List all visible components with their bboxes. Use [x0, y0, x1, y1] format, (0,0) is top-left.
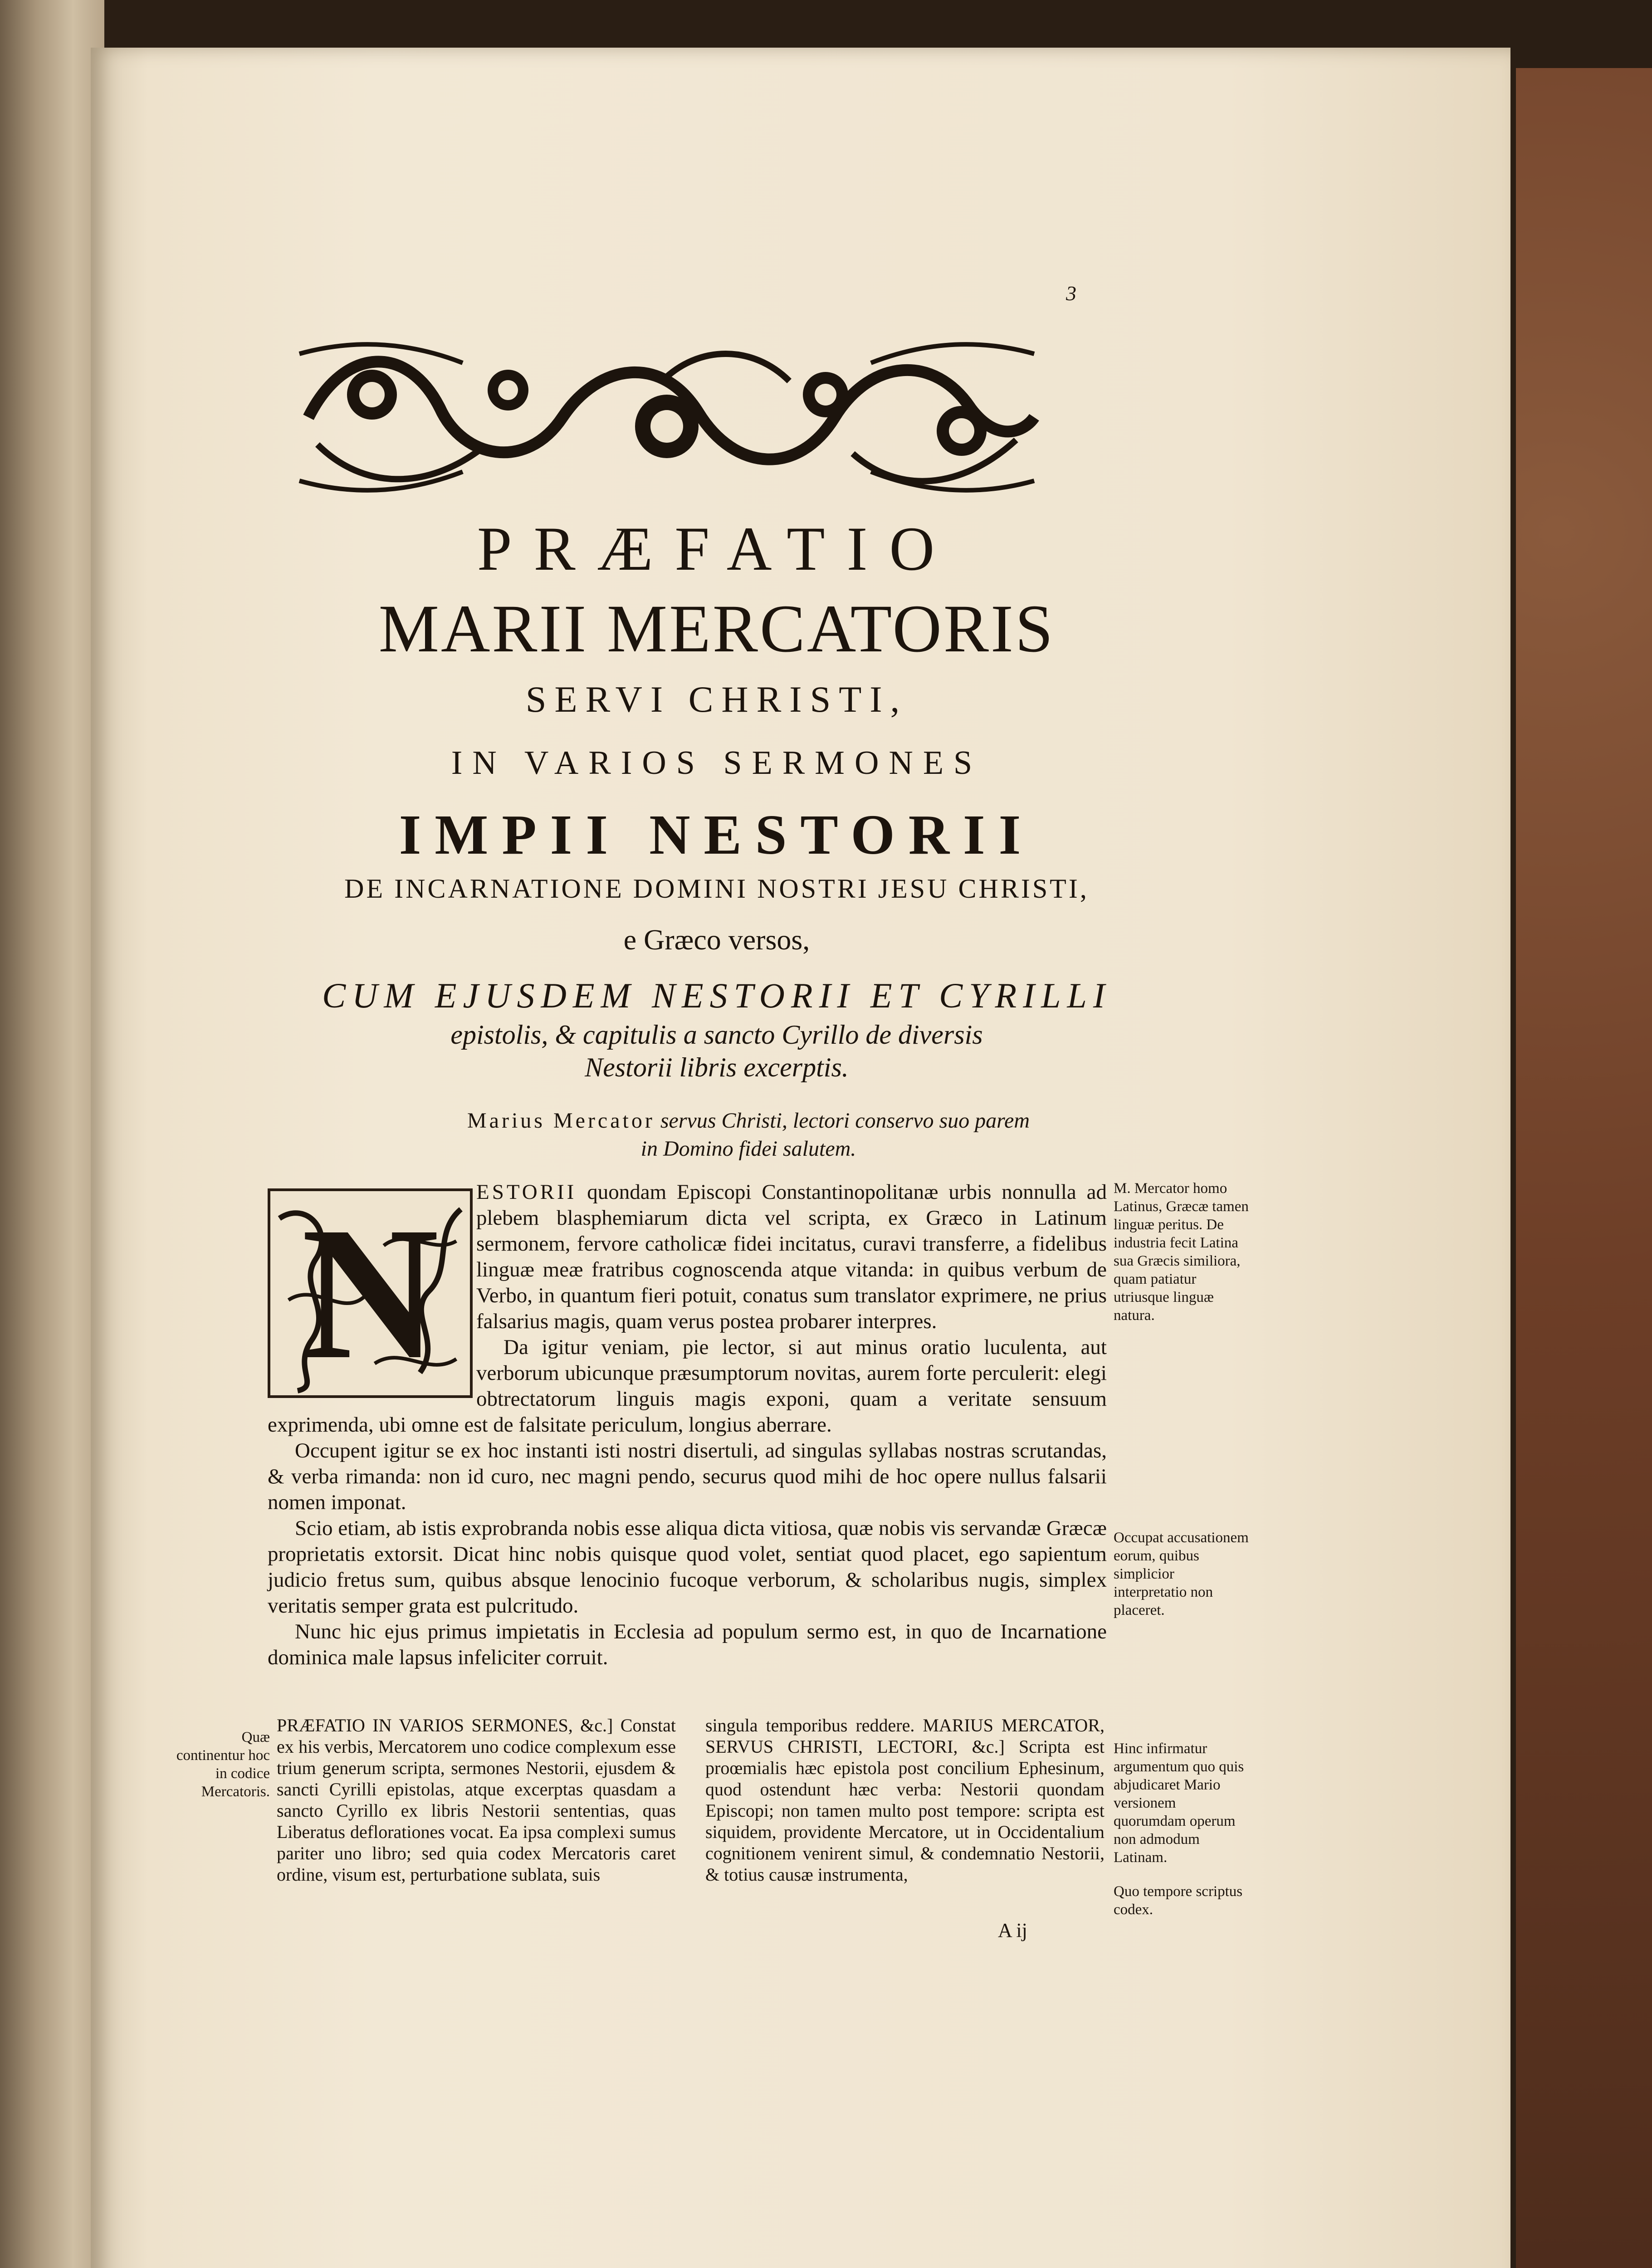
title-excerptis-line: Nestorii libris excerptis.: [585, 1052, 849, 1082]
commentary-right-column: [705, 1715, 1105, 1885]
paragraph-1-opening: ESTORII: [476, 1180, 577, 1204]
book-cover: [1516, 68, 1652, 2268]
signature-mark: A ij: [998, 1919, 1027, 1941]
salutation-text: servus Christi, lectori conservo suo parem: [660, 1109, 1030, 1133]
title-servi-christi: SERVI CHRISTI,: [525, 679, 908, 720]
margin-note-right-2: Occupat accusationem eorum, quibus simplicior interpretatio non placeret.: [1114, 1530, 1249, 1618]
salutation: [227, 1107, 1270, 1163]
title-impii-nestorii: IMPII NESTORII: [399, 804, 1035, 866]
title-praefatio: PRÆFATIO: [477, 514, 957, 583]
paragraph-2: Da igitur veniam, pie lector, si aut minus oratio luculenta, aut verborum ubicunque præsumptorum novitas, aurem forte perculerit: elegi obtrectatorum linguis magis exponi, quam a veritate sensuum exprimenda, ubi omne est de falsitate periculum, longius aberrare.: [268, 1335, 1107, 1437]
ornament-headpiece: [290, 327, 1043, 508]
margin-note-right-1: M. Mercator homo Latinus, Græcæ tamen linguæ peritus. De industria fecit Latina sua Græcis similiora, quam patiatur utriusque linguæ natura.: [1114, 1180, 1249, 1324]
commentary-right-text: singula temporibus reddere. MARIUS MERCATOR, SERVUS CHRISTI, LECTORI, &c.] Scripta est proœmialis hæc epistola post concilium Ephesinum, quod ostendunt hæc verba: Nestorii quondam Episcopi; non tamen multo post tempore: scripta est siquidem, providente Mercatore, ut in Occidentalium cognitionem venirent simul, & condemnatio Nestorii, & totius causæ instrumenta,: [705, 1715, 1105, 1885]
title-cum-ejusdem: CUM EJUSDEM NESTORII ET CYRILLI: [322, 976, 1111, 1015]
drop-cap-letter: N: [301, 1188, 439, 1398]
paragraph-3: Occupent igitur se ex hoc instanti isti nostri disertuli, ad singulas syllabas nostras scrutandas, & verba rimanda: non id curo, nec magni pendo, securus quod mihi de hoc opere nullus falsarii nomen imponat.: [268, 1439, 1107, 1514]
page-number: 3: [1066, 282, 1076, 305]
margin-note-left-1: Quæ continentur hoc in codice Mercatoris.: [176, 1729, 270, 1800]
commentary-left-text: PRÆFATIO IN VARIOS SERMONES, &c.] Constat ex his verbis, Mercatorem uno codice complexum esse trium generum scripta, sermones Nestorii, ejusdem & sancti Cyrilli epistolas, atque excerptas quasdam a sancto Cyrillo ex libris Nestorii sententias, quas Liberatus deflorationes vocat. Ea ipsa complexi sumus pariter uno libro; sed quia codex Mercatoris caret ordine, visum est, perturbatione sublata, suis: [277, 1715, 676, 1885]
drop-cap-spacer: [268, 1179, 476, 1398]
salutation-line2: in Domino fidei salutem.: [640, 1137, 856, 1161]
title-marii-mercatoris: MARII MERCATORIS: [378, 591, 1055, 666]
title-in-varios-sermones: IN VARIOS SERMONES: [451, 744, 982, 782]
paragraph-4: Scio etiam, ab istis exprobranda nobis esse aliqua dicta vitiosa, quæ nobis vis servandæ Græcæ proprietatis extorsit. Dicat hinc nobis quisque quod volet, sentiat quod placet, ego sapientum judicio fretus sum, quibus absque lenocinio fucoque verborum, & scholaribus nugis, simplex veritatis semper grata est pulcritudo.: [268, 1516, 1107, 1618]
title-e-graeco-versos: e Græco versos,: [623, 924, 810, 956]
title-epistolis-line: epistolis, & capitulis a sancto Cyrillo de diversis: [450, 1020, 983, 1050]
left-page-edge: [0, 0, 104, 2268]
margin-note-quo-tempore: Quo tempore scriptus codex.: [1114, 1883, 1243, 1918]
title-epistolis: [172, 1018, 1261, 1084]
commentary-left-column: [277, 1715, 676, 1885]
paragraph-1-text: quondam Episcopi Constantinopolitanæ urbis nonnulla ad plebem blasphemiarum dicta vel scripta, ex Græco in Latinum sermonem, fervore catholicæ fidei incitatus, curavi transferre, a fidelibus linguæ meæ fratribus cognoscenda atque vitanda: in quibus verbum de Verbo, in quantum fieri potuit, conatus sum translator exprimere, ne prius falsarius magis, quam verus postea probarer interpres.: [476, 1180, 1107, 1333]
title-de-incarnatione: DE INCARNATIONE DOMINI NOSTRI JESU CHRISTI,: [344, 874, 1089, 904]
paragraph-5: Nunc hic ejus primus impietatis in Ecclesia ad populum sermo est, in quo de Incarnatione dominica male lapsus infeliciter corruit.: [268, 1620, 1107, 1669]
margin-note-right-3: Hinc infirmatur argumentum quo quis abjudicaret Mario versionem quorumdam operum non admodum Latinam.: [1114, 1740, 1244, 1866]
main-text: [268, 1179, 1107, 1671]
salutation-name: Marius Mercator: [467, 1109, 655, 1133]
